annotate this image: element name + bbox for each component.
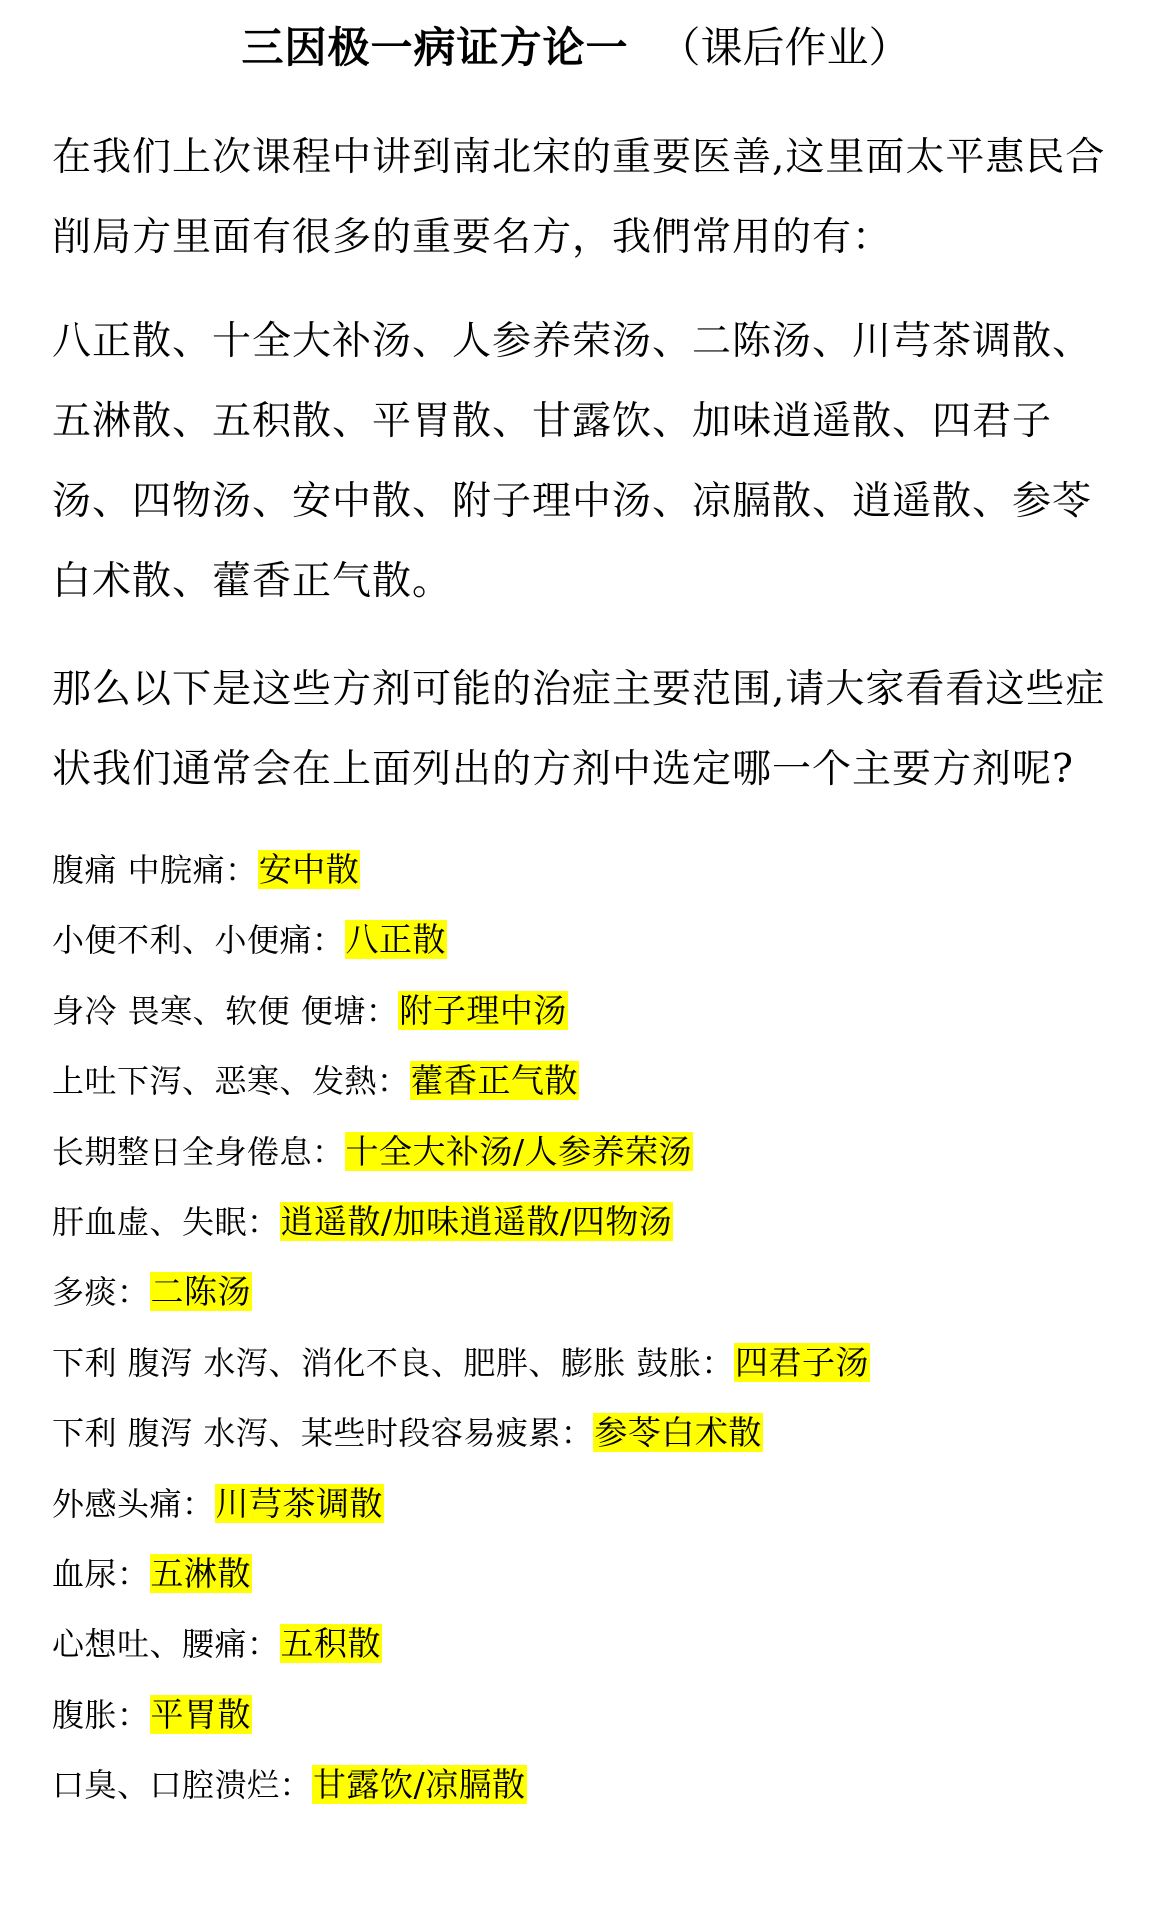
highlighted-answer: 二陈汤 — [150, 1272, 252, 1312]
qa-item — [52, 1117, 1112, 1187]
qa-item — [52, 835, 1112, 905]
symptom-text: 身冷 畏寒、软便 便塘： — [52, 991, 399, 1030]
qa-item — [52, 1680, 1112, 1750]
qa-item — [52, 1609, 1112, 1679]
symptom-text: 腹胀： — [52, 1695, 150, 1734]
highlighted-answer: 八正散 — [345, 920, 447, 960]
title-subtitle: （课后作业） — [658, 23, 911, 72]
qa-item — [52, 1469, 1112, 1539]
highlighted-answer: 附子理中汤 — [399, 990, 567, 1030]
intro-paragraph-1: 在我们上次课程中讲到南北宋的重要医善,这里面太平惠民合削局方里面有很多的重要名方，我們常用的有： — [52, 135, 1106, 260]
qa-item — [52, 1398, 1112, 1468]
symptom-text: 下利 腹泻 水泻、某些时段容易疲累： — [52, 1414, 594, 1453]
highlighted-answer: 川芎茶调散 — [215, 1483, 384, 1523]
highlighted-answer: 逍遥散/加味逍遥散/四物汤 — [280, 1201, 673, 1241]
qa-item — [52, 1046, 1112, 1116]
qa-item — [52, 1328, 1112, 1398]
highlighted-answer: 藿香正气散 — [410, 1061, 579, 1101]
highlighted-answer: 十全大补汤/人参养荣汤 — [345, 1131, 693, 1171]
symptom-text: 小便不利、小便痛： — [52, 921, 345, 960]
symptom-text: 肝血虚、失眠： — [52, 1202, 280, 1241]
symptom-text: 血尿： — [52, 1554, 150, 1593]
question-paragraph: 那么以下是这些方剂可能的治症主要范围,请大家看看这些症状我们通常会在上面列出的方剂中选定哪一个主要方剂呢? — [52, 667, 1106, 792]
document-title — [0, 18, 1152, 78]
symptom-text: 长期整日全身倦息： — [52, 1132, 345, 1171]
highlighted-answer: 甘露饮/凉膈散 — [313, 1765, 526, 1805]
qa-item — [52, 1187, 1112, 1257]
title-main: 三因极一病证方论一 — [241, 23, 629, 72]
highlighted-answer: 平胃散 — [150, 1694, 252, 1734]
qa-item — [52, 976, 1112, 1046]
highlighted-answer: 安中散 — [258, 850, 360, 889]
highlighted-answer: 参苓白术散 — [594, 1413, 762, 1453]
qa-item — [52, 1539, 1112, 1609]
qa-item — [52, 1257, 1112, 1327]
symptom-text: 外感头痛： — [52, 1484, 215, 1523]
symptom-text: 口臭、口腔溃烂： — [52, 1766, 313, 1805]
symptom-answer-list — [52, 835, 1112, 1820]
symptom-text: 心想吐、腰痛： — [52, 1625, 280, 1664]
formula-list-paragraph: 八正散、十全大补汤、人参养荣汤、二陈汤、川芎茶调散、五淋散、五积散、平胃散、甘露饮、加味逍遥散、四君子汤、四物汤、安中散、附子理中汤、凉膈散、逍遥散、参苓白术散、藿香正气散。 — [52, 319, 1093, 604]
qa-item — [52, 905, 1112, 975]
qa-item — [52, 1750, 1112, 1820]
symptom-text: 腹痛 中脘痛： — [52, 851, 258, 889]
highlighted-answer: 五淋散 — [150, 1553, 252, 1593]
symptom-text: 上吐下泻、恶寒、发熱： — [52, 1062, 410, 1101]
highlighted-answer: 四君子汤 — [735, 1342, 870, 1382]
symptom-text: 下利 腹泻 水泻、消化不良、肥胖、膨胀 鼓胀： — [52, 1343, 735, 1382]
symptom-text: 多痰： — [52, 1273, 150, 1312]
highlighted-answer: 五积散 — [280, 1624, 382, 1664]
